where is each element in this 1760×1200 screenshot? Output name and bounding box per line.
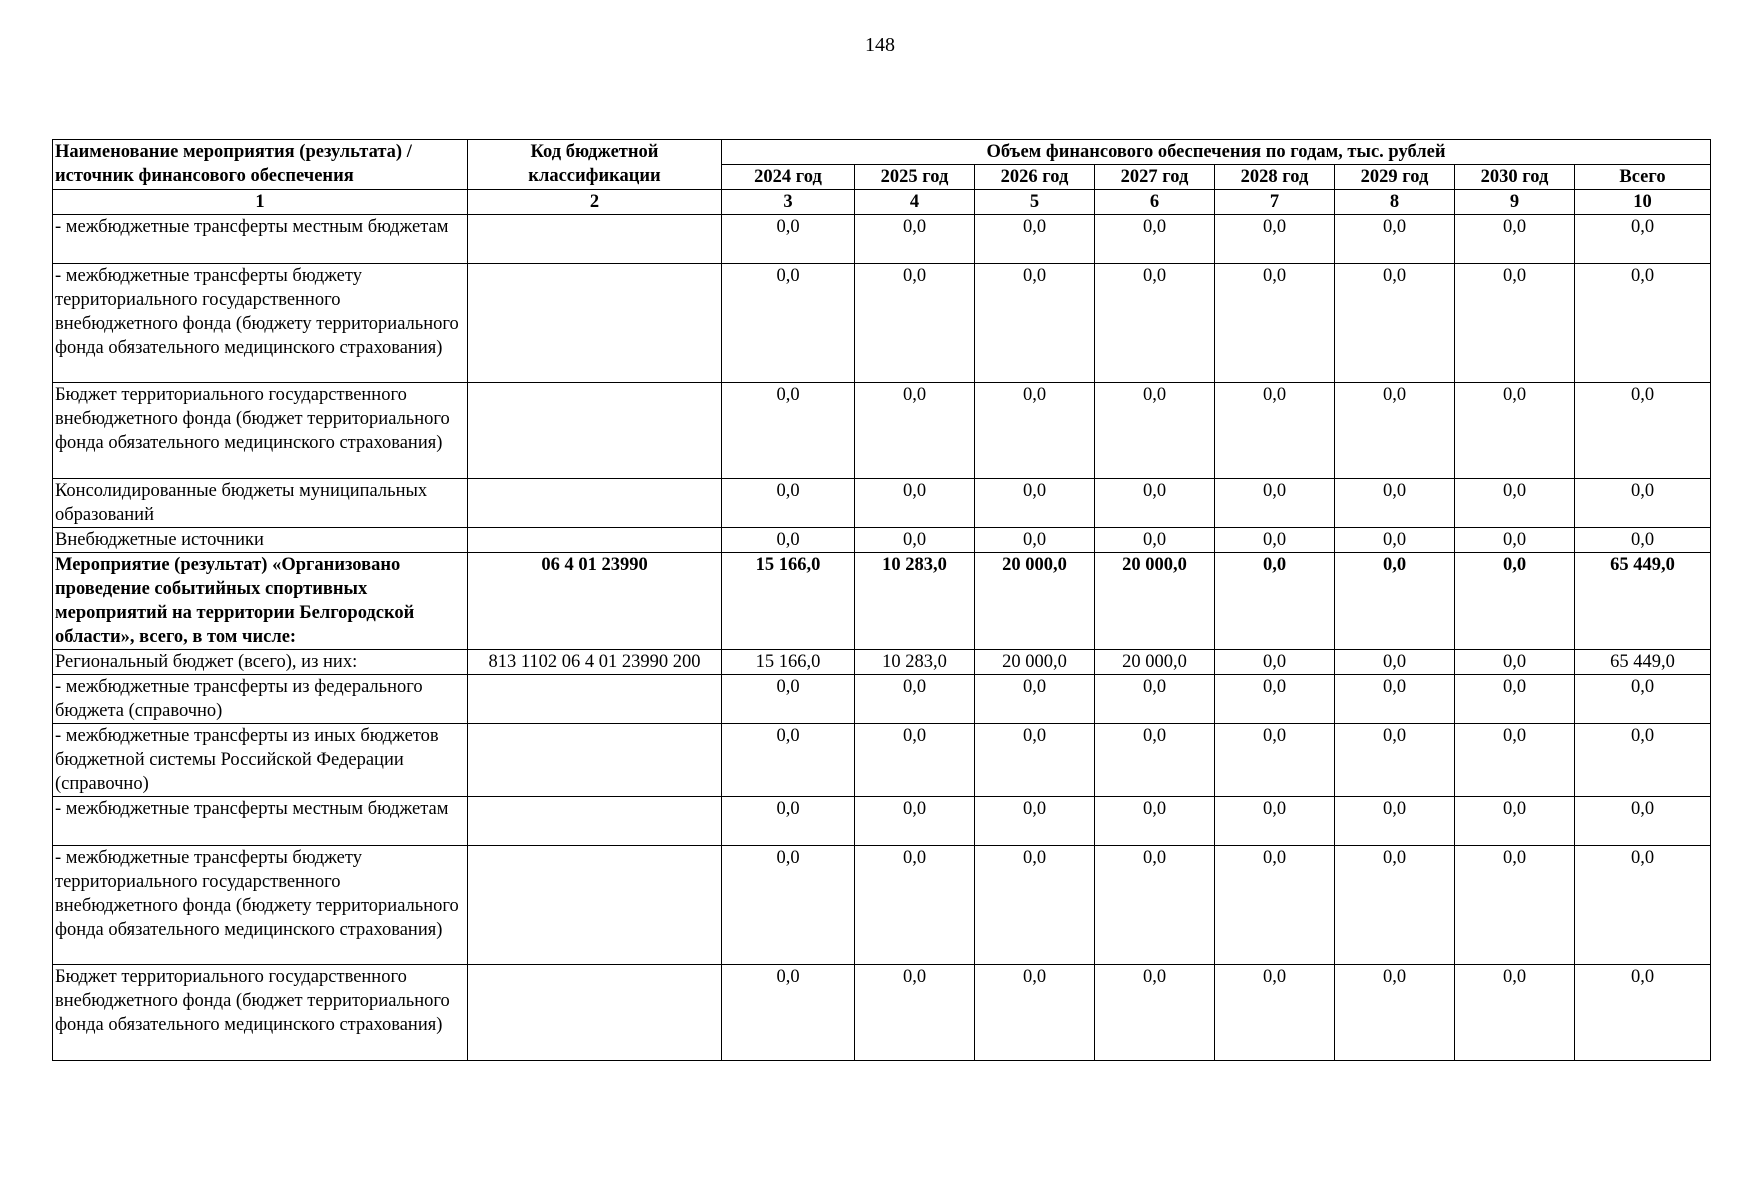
- row-value: 10 283,0: [855, 553, 975, 650]
- row-value: 0,0: [722, 797, 855, 846]
- column-index: 6: [1095, 190, 1215, 215]
- row-value: 0,0: [975, 675, 1095, 724]
- row-code: [468, 675, 722, 724]
- row-name: - межбюджетные трансферты из федерального бюджета (справочно): [53, 675, 468, 724]
- row-value: 0,0: [1455, 797, 1575, 846]
- row-value: 0,0: [1335, 479, 1455, 528]
- table-row: [53, 846, 1711, 965]
- row-code: [468, 264, 722, 383]
- row-name: - межбюджетные трансферты бюджету территориального государственного внебюджетного фонда (бюджету территориального фонда обязательного медицинского страхования): [53, 846, 468, 965]
- row-value: 0,0: [1095, 724, 1215, 797]
- row-value: 0,0: [1215, 650, 1335, 675]
- row-value: 0,0: [975, 479, 1095, 528]
- table-row: [53, 264, 1711, 383]
- row-name: - межбюджетные трансферты местным бюджетам: [53, 797, 468, 846]
- header-name: Наименование мероприятия (результата) /источник финансового обеспечения: [53, 140, 468, 190]
- row-value: 0,0: [1215, 383, 1335, 479]
- row-value: 0,0: [855, 479, 975, 528]
- row-value: 0,0: [975, 264, 1095, 383]
- row-value: 0,0: [722, 965, 855, 1061]
- financing-table: [52, 139, 1711, 1061]
- table-row: [53, 724, 1711, 797]
- row-total: 0,0: [1575, 675, 1711, 724]
- row-value: 0,0: [1215, 215, 1335, 264]
- row-value: 0,0: [1095, 264, 1215, 383]
- row-value: 0,0: [1455, 383, 1575, 479]
- row-value: 0,0: [1455, 846, 1575, 965]
- row-value: 0,0: [855, 797, 975, 846]
- column-index: 2: [468, 190, 722, 215]
- row-value: 0,0: [1215, 675, 1335, 724]
- row-value: 0,0: [975, 383, 1095, 479]
- row-name: Мероприятие (результат) «Организовано проведение событийных спортивных мероприятий на территории Белгородской области», всего, в том числе:: [53, 553, 468, 650]
- row-name: - межбюджетные трансферты местным бюджетам: [53, 215, 468, 264]
- row-value: 0,0: [1455, 215, 1575, 264]
- table-row: [53, 797, 1711, 846]
- row-name: Консолидированные бюджеты муниципальных образований: [53, 479, 468, 528]
- row-value: 0,0: [975, 846, 1095, 965]
- row-value: 0,0: [975, 797, 1095, 846]
- row-value: 0,0: [722, 724, 855, 797]
- column-index: 3: [722, 190, 855, 215]
- row-value: 0,0: [975, 215, 1095, 264]
- row-code: [468, 846, 722, 965]
- row-value: 0,0: [975, 724, 1095, 797]
- row-value: 0,0: [1455, 528, 1575, 553]
- header-year: 2029 год: [1335, 165, 1455, 190]
- table-row: [53, 553, 1711, 650]
- row-value: 0,0: [1095, 797, 1215, 846]
- row-value: 0,0: [1455, 724, 1575, 797]
- table-row: [53, 965, 1711, 1061]
- row-value: 0,0: [722, 215, 855, 264]
- header-year: 2028 год: [1215, 165, 1335, 190]
- row-value: 0,0: [1215, 724, 1335, 797]
- header-year: 2025 год: [855, 165, 975, 190]
- row-value: 0,0: [975, 965, 1095, 1061]
- row-value: 20 000,0: [975, 650, 1095, 675]
- row-value: 0,0: [1335, 215, 1455, 264]
- row-value: 0,0: [1215, 553, 1335, 650]
- row-value: 0,0: [1095, 528, 1215, 553]
- row-name: - межбюджетные трансферты бюджету территориального государственного внебюджетного фонда (бюджету территориального фонда обязательного медицинского страхования): [53, 264, 468, 383]
- row-value: 0,0: [1215, 965, 1335, 1061]
- column-index: 5: [975, 190, 1095, 215]
- row-value: 15 166,0: [722, 650, 855, 675]
- row-value: 20 000,0: [1095, 650, 1215, 675]
- row-value: 0,0: [855, 264, 975, 383]
- table-body: [53, 215, 1711, 1061]
- row-code: [468, 215, 722, 264]
- row-value: 0,0: [722, 479, 855, 528]
- row-name: Внебюджетные источники: [53, 528, 468, 553]
- row-name: Бюджет территориального государственного внебюджетного фонда (бюджет территориального фонда обязательного медицинского страхования): [53, 383, 468, 479]
- row-value: 0,0: [1335, 650, 1455, 675]
- row-name: Бюджет территориального государственного внебюджетного фонда (бюджет территориального фонда обязательного медицинского страхования): [53, 965, 468, 1061]
- row-value: 20 000,0: [975, 553, 1095, 650]
- row-value: 0,0: [1455, 650, 1575, 675]
- table-row: [53, 383, 1711, 479]
- header-year: 2026 год: [975, 165, 1095, 190]
- row-total: 0,0: [1575, 797, 1711, 846]
- row-code: [468, 797, 722, 846]
- row-value: 0,0: [1335, 383, 1455, 479]
- row-value: 0,0: [1335, 965, 1455, 1061]
- column-index: 9: [1455, 190, 1575, 215]
- row-value: 0,0: [1335, 528, 1455, 553]
- table-row: [53, 479, 1711, 528]
- row-value: 0,0: [855, 675, 975, 724]
- column-index: 4: [855, 190, 975, 215]
- row-value: 0,0: [722, 846, 855, 965]
- column-index-row: [53, 190, 1711, 215]
- column-index: 7: [1215, 190, 1335, 215]
- header-volume: Объем финансового обеспечения по годам, тыс. рублей: [722, 140, 1711, 165]
- table-row: [53, 528, 1711, 553]
- row-value: 0,0: [1095, 675, 1215, 724]
- row-total: 0,0: [1575, 965, 1711, 1061]
- row-total: 0,0: [1575, 479, 1711, 528]
- row-name: - межбюджетные трансферты из иных бюджетов бюджетной системы Российской Федерации (справочно): [53, 724, 468, 797]
- row-value: 10 283,0: [855, 650, 975, 675]
- row-value: 0,0: [1095, 383, 1215, 479]
- row-value: 0,0: [1215, 797, 1335, 846]
- row-value: 0,0: [1455, 675, 1575, 724]
- header-year: 2024 год: [722, 165, 855, 190]
- row-code: [468, 724, 722, 797]
- row-value: 0,0: [1215, 528, 1335, 553]
- row-value: 0,0: [1215, 264, 1335, 383]
- header-year: 2030 год: [1455, 165, 1575, 190]
- row-value: 0,0: [855, 724, 975, 797]
- row-code: 06 4 01 23990: [468, 553, 722, 650]
- row-value: 0,0: [722, 675, 855, 724]
- row-value: 0,0: [855, 383, 975, 479]
- header-code: Код бюджетной классификации: [468, 140, 722, 190]
- column-index: 10: [1575, 190, 1711, 215]
- row-code: [468, 383, 722, 479]
- row-value: 0,0: [1095, 846, 1215, 965]
- row-value: 0,0: [1335, 675, 1455, 724]
- row-value: 0,0: [1455, 264, 1575, 383]
- row-value: 0,0: [1455, 965, 1575, 1061]
- header-total: Всего: [1575, 165, 1711, 190]
- row-total: 0,0: [1575, 846, 1711, 965]
- row-value: 0,0: [1215, 846, 1335, 965]
- row-code: [468, 479, 722, 528]
- row-total: 0,0: [1575, 528, 1711, 553]
- row-code: [468, 965, 722, 1061]
- page-number: 148: [865, 34, 895, 56]
- row-value: 0,0: [1335, 724, 1455, 797]
- row-value: 0,0: [1335, 264, 1455, 383]
- row-value: 0,0: [975, 528, 1095, 553]
- row-value: 0,0: [855, 965, 975, 1061]
- row-value: 0,0: [1335, 846, 1455, 965]
- row-value: 0,0: [722, 528, 855, 553]
- row-value: 0,0: [1215, 479, 1335, 528]
- row-value: 0,0: [1335, 553, 1455, 650]
- row-value: 0,0: [855, 528, 975, 553]
- row-value: 0,0: [1455, 479, 1575, 528]
- row-value: 20 000,0: [1095, 553, 1215, 650]
- row-code: 813 1102 06 4 01 23990 200: [468, 650, 722, 675]
- row-total: 65 449,0: [1575, 650, 1711, 675]
- row-total: 0,0: [1575, 264, 1711, 383]
- table-row: [53, 675, 1711, 724]
- row-value: 0,0: [722, 383, 855, 479]
- row-value: 15 166,0: [722, 553, 855, 650]
- row-total: 65 449,0: [1575, 553, 1711, 650]
- row-value: 0,0: [1455, 553, 1575, 650]
- row-value: 0,0: [1095, 479, 1215, 528]
- row-total: 0,0: [1575, 724, 1711, 797]
- table-row: [53, 650, 1711, 675]
- row-value: 0,0: [722, 264, 855, 383]
- row-value: 0,0: [1335, 797, 1455, 846]
- row-name: Региональный бюджет (всего), из них:: [53, 650, 468, 675]
- row-value: 0,0: [855, 846, 975, 965]
- column-index: 1: [53, 190, 468, 215]
- header-year: 2027 год: [1095, 165, 1215, 190]
- row-value: 0,0: [1095, 215, 1215, 264]
- row-total: 0,0: [1575, 383, 1711, 479]
- column-index: 8: [1335, 190, 1455, 215]
- table-row: [53, 215, 1711, 264]
- row-value: 0,0: [855, 215, 975, 264]
- row-total: 0,0: [1575, 215, 1711, 264]
- table-header: [53, 140, 1711, 215]
- row-value: 0,0: [1095, 965, 1215, 1061]
- row-code: [468, 528, 722, 553]
